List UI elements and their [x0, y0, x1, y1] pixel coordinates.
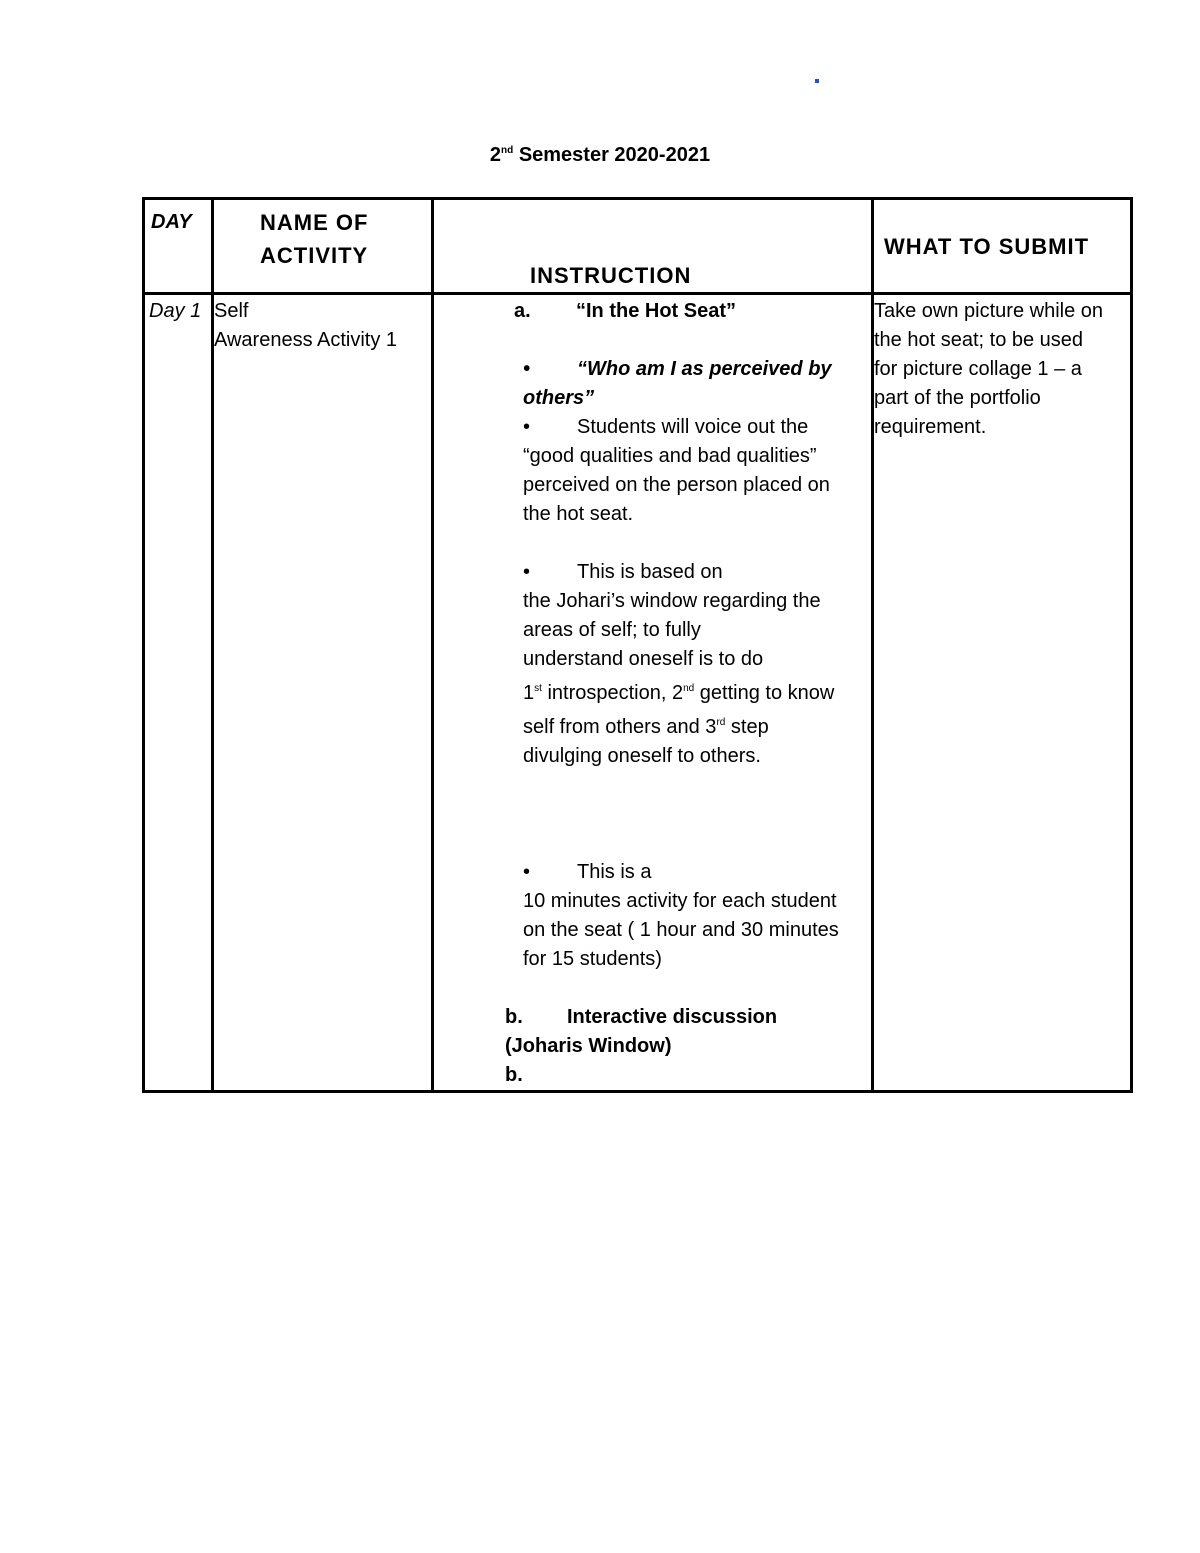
decorative-dot — [815, 79, 819, 83]
activity-table — [142, 197, 1133, 1093]
instruction-item-b: b. Interactive discussion — [505, 1006, 778, 1028]
bullet-who-am-i: • “Who am I as perceived by others” — [523, 358, 832, 409]
header-name-of-activity: NAME OF ACTIVITY — [213, 199, 433, 294]
cell-activity-name: Self Awareness Activity 1 — [213, 294, 433, 1092]
bullet-students-voice: • Students will voice out the “good qualities and bad qualities” perceived on the person placed on the hot seat. — [523, 416, 830, 525]
header-what-to-submit: WHAT TO SUBMIT — [873, 199, 1132, 294]
header-instruction: INSTRUCTION — [433, 199, 873, 294]
instruction-item-b-repeat: b. — [505, 1064, 523, 1086]
cell-day: Day 1 — [144, 294, 213, 1092]
cell-instruction: a. “In the Hot Seat” • “Who am I as perceived by others” • Students will voice out the “good qualities and bad qualities” perceived on the person placed on the hot seat. • This is based on the Johari’s window regarding the areas of self; to fully understand oneself is to do 1st introspection, 2nd getting to know self from others and 3rd step divulging oneself to others. • This is a 10 minutes activity for each student on the seat ( 1 hour and 30 minutes for 15 students) b. Interactive discussion (Joharis Window) b. — [433, 294, 873, 1092]
cell-what-to-submit: Take own picture while on the hot seat; to be used for picture collage 1 – a part of the portfolio requirement. — [873, 294, 1132, 1092]
bullet-johari-window: • This is based on the Johari’s window regarding the areas of self; to fully understand oneself is to do 1st introspection, 2nd getting to know self from others and 3rd step divulging oneself to others. — [523, 561, 835, 767]
bullet-time-allotment: • This is a 10 minutes activity for each student on the seat ( 1 hour and 30 minutes for 15 students) — [523, 861, 839, 970]
instruction-item-a: a. “In the Hot Seat” — [514, 300, 737, 322]
page-title: 2nd Semester 2020-2021 — [489, 144, 711, 166]
table-header-row — [144, 199, 1132, 294]
header-day: DAY — [144, 199, 213, 294]
table-row — [144, 294, 1132, 1092]
